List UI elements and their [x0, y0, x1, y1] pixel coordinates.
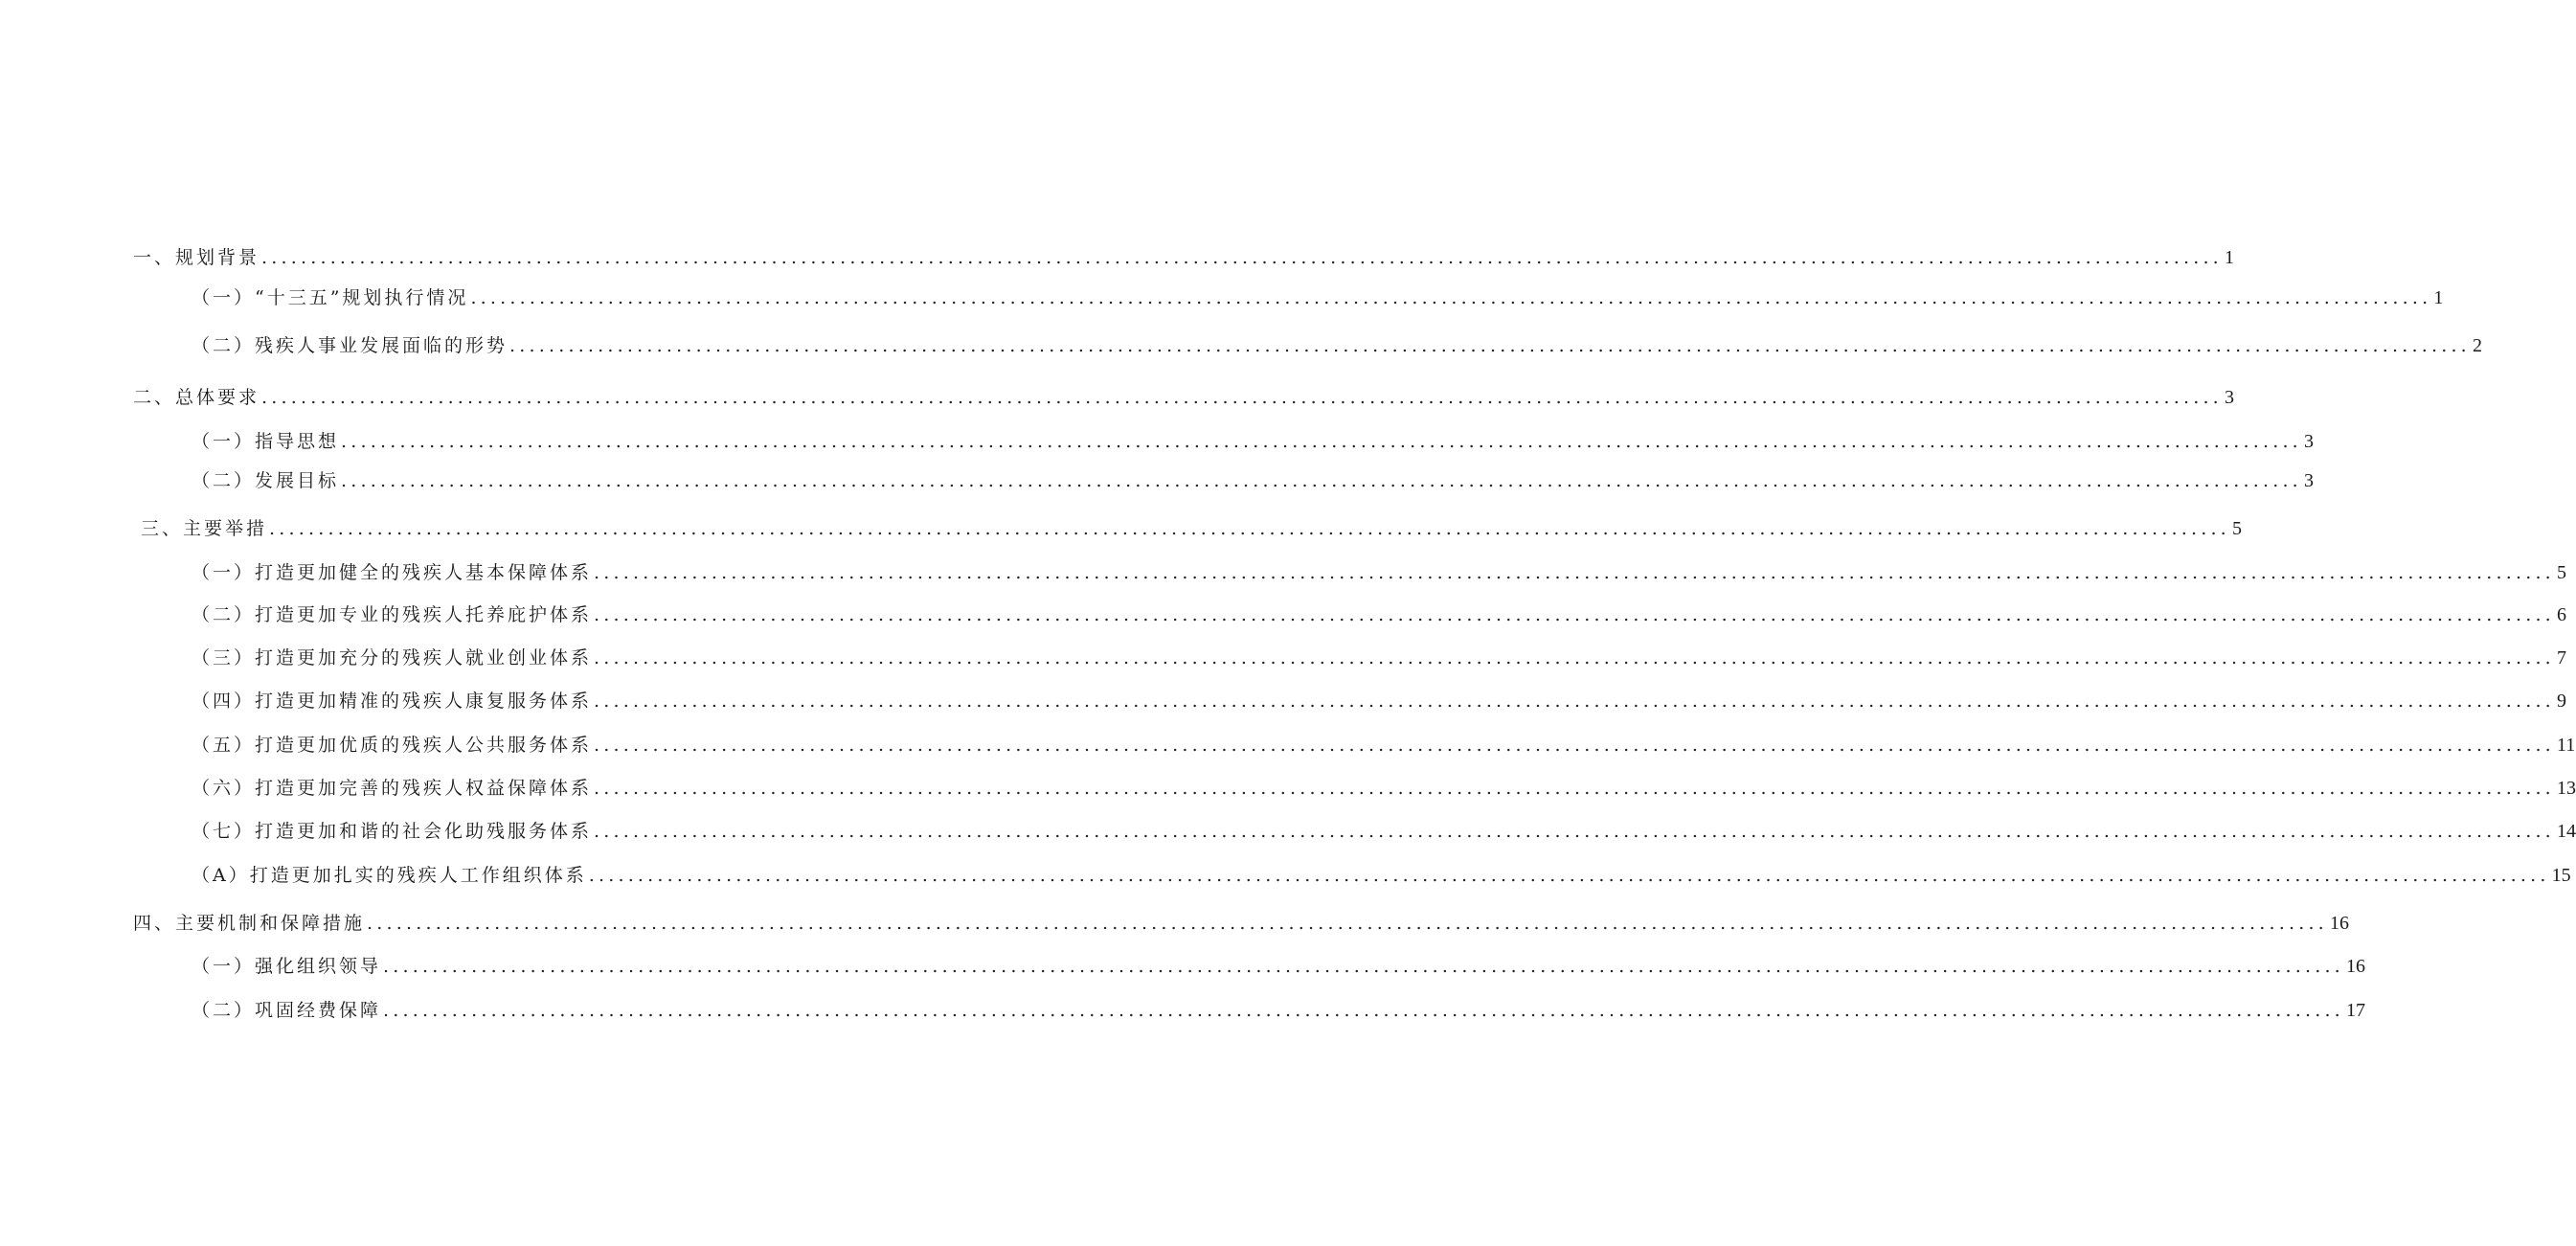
toc-entry-label: （一）打造更加健全的残疾人基本保障体系 [192, 562, 593, 583]
toc-entry-label: （一）强化组织领导 [192, 956, 382, 977]
toc-entry-level2[interactable] [192, 952, 2365, 983]
toc-page-number: 14 [2556, 821, 2576, 842]
toc-page-number: 3 [2224, 387, 2234, 408]
dot-leader: ........................................................................................................................................................................................................ [261, 247, 2223, 268]
toc-entry-label: （A）打造更加扎实的残疾人工作组织体系 [192, 865, 587, 886]
toc-entry-label: （二）发展目标 [192, 470, 340, 491]
dot-leader: ........................................................................................................................................................................................................ [383, 1000, 2344, 1021]
dot-leader: ........................................................................................................................................................................................................ [594, 821, 2555, 842]
dot-leader: ........................................................................................................................................................................................................ [341, 431, 2302, 452]
toc-entry-level2[interactable] [192, 731, 2576, 761]
toc-entry-level2[interactable] [192, 283, 2444, 314]
toc-page-number: 17 [2345, 1000, 2365, 1021]
toc-entry-level1[interactable] [141, 514, 2242, 545]
toc-page-number: 15 [2551, 865, 2571, 886]
dot-leader: ........................................................................................................................................................................................................ [269, 518, 2230, 539]
toc-page-number: 11 [2556, 735, 2576, 756]
toc-entry-label: （三）打造更加充分的残疾人就业创业体系 [192, 647, 593, 668]
toc-page-number: 16 [2329, 913, 2349, 934]
toc-page-number: 9 [2556, 691, 2566, 712]
toc-entry-level2[interactable] [192, 331, 2482, 362]
toc-page-number: 2 [2472, 335, 2482, 356]
toc-page-number: 5 [2231, 518, 2242, 539]
dot-leader: ........................................................................................................................................................................................................ [588, 865, 2550, 886]
dot-leader: ........................................................................................................................................................................................................ [367, 913, 2328, 934]
dot-leader: ........................................................................................................................................................................................................ [383, 956, 2344, 977]
toc-page-number: 13 [2556, 778, 2576, 799]
dot-leader: ........................................................................................................................................................................................................ [594, 778, 2555, 799]
toc-entry-level1[interactable] [133, 243, 2234, 274]
toc-page-number: 1 [2224, 247, 2234, 268]
toc-entry-label: （二）残疾人事业发展面临的形势 [192, 335, 508, 356]
toc-page-number: 5 [2556, 562, 2566, 583]
toc-page-number: 3 [2303, 431, 2314, 452]
toc-page-number: 7 [2556, 647, 2566, 668]
toc-page-number: 16 [2345, 956, 2365, 977]
toc-entry-label: 二、总体要求 [133, 387, 260, 408]
toc-entry-label: （二）巩固经费保障 [192, 1000, 382, 1021]
toc-entry-label: （二）打造更加专业的残疾人托养庇护体系 [192, 604, 593, 625]
toc-entry-label: （一）指导思想 [192, 431, 340, 452]
toc-entry-level2[interactable] [192, 774, 2576, 804]
dot-leader: ........................................................................................................................................................................................................ [509, 335, 2471, 356]
dot-leader: ........................................................................................................................................................................................................ [341, 470, 2302, 491]
toc-entry-label: 三、主要举措 [141, 518, 268, 539]
dot-leader: ........................................................................................................................................................................................................ [594, 735, 2555, 756]
toc-entry-label: （七）打造更加和谐的社会化助残服务体系 [192, 821, 593, 842]
toc-entry-label: 一、规划背景 [133, 247, 260, 268]
toc-entry-label: （六）打造更加完善的残疾人权益保障体系 [192, 778, 593, 799]
dot-leader: ........................................................................................................................................................................................................ [594, 691, 2555, 712]
toc-page-number: 3 [2303, 470, 2314, 491]
toc-entry-level2[interactable] [192, 558, 2566, 589]
dot-leader: ........................................................................................................................................................................................................ [261, 387, 2223, 408]
dot-leader: ........................................................................................................................................................................................................ [594, 647, 2555, 668]
toc-entry-level2[interactable] [192, 600, 2566, 631]
toc-entry-level1[interactable] [133, 909, 2349, 940]
toc-entry-label: 四、主要机制和保障措施 [133, 913, 366, 934]
toc-page-number: 1 [2433, 287, 2444, 308]
toc-entry-level2[interactable] [192, 427, 2314, 458]
dot-leader: ........................................................................................................................................................................................................ [470, 287, 2432, 308]
dot-leader: ........................................................................................................................................................................................................ [594, 562, 2555, 583]
toc-entry-level2[interactable] [192, 996, 2365, 1027]
toc-entry-label: （四）打造更加精准的残疾人康复服务体系 [192, 691, 593, 712]
toc-entry-level1[interactable] [133, 383, 2234, 414]
toc-entry-level2[interactable] [192, 861, 2571, 892]
toc-entry-label: （五）打造更加优质的残疾人公共服务体系 [192, 735, 593, 756]
toc-entry-level2[interactable] [192, 817, 2576, 848]
dot-leader: ........................................................................................................................................................................................................ [594, 604, 2555, 625]
toc-entry-level2[interactable] [192, 687, 2566, 717]
toc-entry-level2[interactable] [192, 644, 2566, 674]
toc-page-number: 6 [2556, 604, 2566, 625]
toc-entry-label: （一）“十三五”规划执行情况 [192, 287, 469, 308]
toc-entry-level2[interactable] [192, 466, 2314, 497]
